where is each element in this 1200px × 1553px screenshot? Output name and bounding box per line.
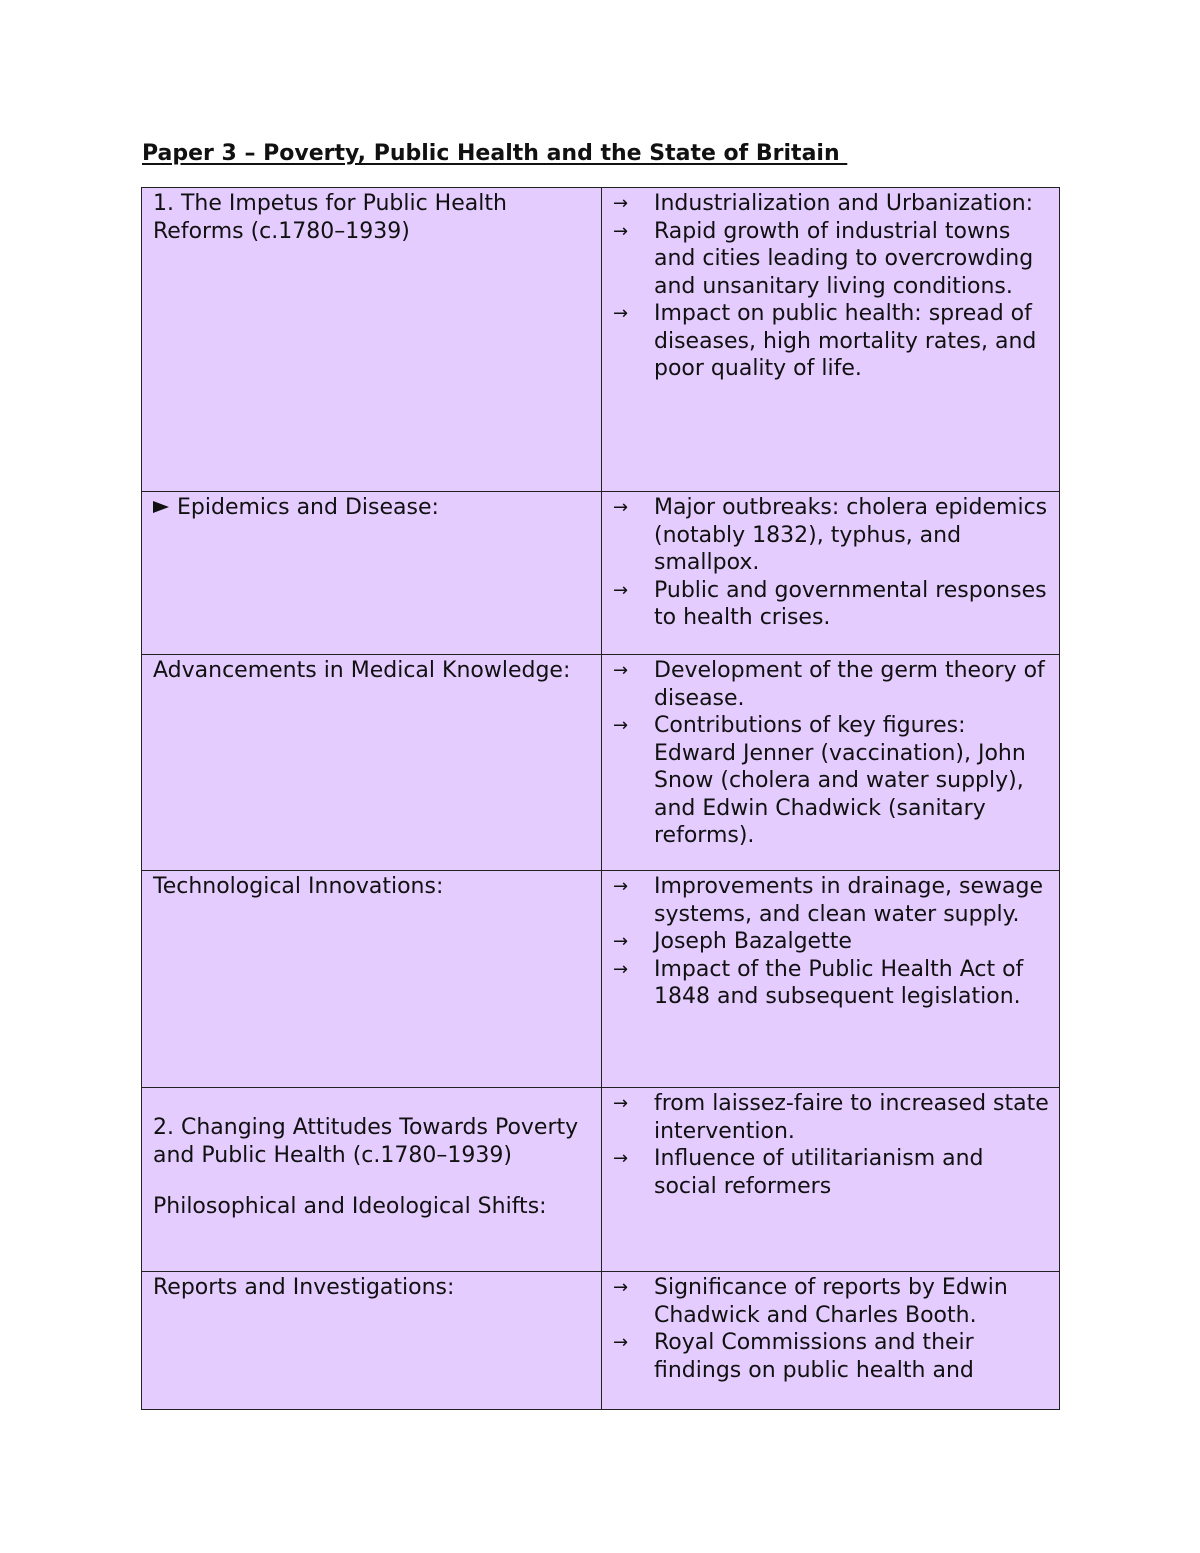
list-item (613, 577, 1049, 632)
bullet-text: from laissez-faire to increased state intervention. (654, 1091, 1049, 1144)
list-item (613, 190, 1049, 218)
notes-table (141, 187, 1060, 1410)
bullet-text: Significance of reports by Edwin Chadwick and Charles Booth. (654, 1275, 1008, 1328)
page-title: Paper 3 – Poverty, Public Health and the State of Britain (142, 141, 848, 166)
arrow-right-icon: → (613, 193, 629, 214)
bullet-list (613, 657, 1049, 850)
points-cell (602, 1272, 1060, 1410)
topic-cell (142, 492, 602, 655)
arrow-right-icon: → (613, 303, 629, 324)
topic-heading: 2. Changing Attitudes Towards Poverty and Public Health (c.1780–1939) (153, 1115, 579, 1168)
list-item (613, 1145, 1049, 1200)
bullet-text: Impact of the Public Health Act of 1848 and subsequent legislation. (654, 956, 1024, 1009)
points-cell (602, 1088, 1060, 1272)
arrow-right-icon: → (613, 1332, 629, 1353)
play-icon (153, 501, 169, 513)
list-item (613, 300, 1049, 383)
list-item (613, 218, 1049, 301)
arrow-right-icon: → (613, 660, 629, 681)
topic-heading: 1. The Impetus for Public Health Reforms (c.1780–1939) (153, 191, 507, 244)
table-row (142, 188, 1060, 492)
arrow-right-icon: → (613, 931, 629, 952)
points-cell (602, 871, 1060, 1088)
points-cell (602, 492, 1060, 655)
bullet-list (613, 873, 1049, 1011)
arrow-right-icon: → (613, 497, 629, 518)
bullet-list (613, 494, 1049, 632)
list-item (613, 657, 1049, 712)
bullet-text: Influence of utilitarianism and social reformers (654, 1146, 984, 1199)
table-row (142, 871, 1060, 1088)
topic-cell (142, 1272, 602, 1410)
arrow-right-icon: → (613, 579, 629, 601)
bullet-text: Joseph Bazalgette (654, 929, 852, 954)
list-item (613, 1329, 1049, 1384)
topic-heading: Reports and Investigations: (153, 1275, 455, 1300)
bullet-text: Improvements in drainage, sewage systems, and clean water supply. (654, 874, 1043, 927)
table-row (142, 492, 1060, 655)
list-item (613, 494, 1049, 577)
bullet-text: Development of the germ theory of disease. (654, 658, 1045, 711)
arrow-right-icon: → (613, 876, 629, 897)
topic-heading-text: Epidemics and Disease: (177, 495, 439, 520)
bullet-text: Public and governmental responses to health crises. (654, 577, 1047, 630)
list-item (613, 873, 1049, 928)
table-row (142, 655, 1060, 871)
topic-cell (142, 188, 602, 492)
arrow-right-icon: → (613, 1277, 629, 1298)
arrow-right-icon: → (613, 958, 629, 980)
topic-cell (142, 655, 602, 871)
bullet-text: Major outbreaks: cholera epidemics (notably 1832), typhus, and smallpox. (654, 495, 1048, 575)
list-item (613, 712, 1049, 850)
bullet-text: Rapid growth of industrial towns and cities leading to overcrowding and unsanitary living conditions. (654, 218, 1034, 299)
bullet-text: Impact on public health: spread of diseases, high mortality rates, and poor quality of life. (654, 301, 1037, 381)
bullet-list (613, 1274, 1049, 1384)
arrow-right-icon: → (613, 1148, 629, 1169)
list-item (613, 956, 1049, 1011)
points-cell (602, 655, 1060, 871)
topic-subheading: Philosophical and Ideological Shifts: (153, 1194, 547, 1219)
topic-cell (142, 871, 602, 1088)
list-item (613, 1090, 1049, 1145)
arrow-right-icon: → (613, 715, 629, 736)
list-item (613, 928, 1049, 956)
table-row (142, 1272, 1060, 1410)
bullet-text: Industrialization and Urbanization: (654, 191, 1034, 216)
topic-cell (142, 1088, 602, 1272)
topic-heading (153, 494, 591, 522)
topic-heading: Advancements in Medical Knowledge: (153, 658, 571, 683)
bullet-text: Royal Commissions and their findings on public health and (654, 1330, 974, 1383)
bullet-text: Contributions of key figures: Edward Jenner (vaccination), John Snow (cholera and water supply), and Edwin Chadwick (sanitary reforms). (654, 713, 1026, 848)
bullet-list (613, 1090, 1049, 1200)
arrow-right-icon: → (613, 220, 629, 242)
topic-heading: Technological Innovations: (153, 874, 444, 899)
bullet-list (613, 190, 1049, 383)
list-item (613, 1274, 1049, 1329)
arrow-right-icon: → (613, 1093, 629, 1114)
table-row (142, 1088, 1060, 1272)
points-cell (602, 188, 1060, 492)
